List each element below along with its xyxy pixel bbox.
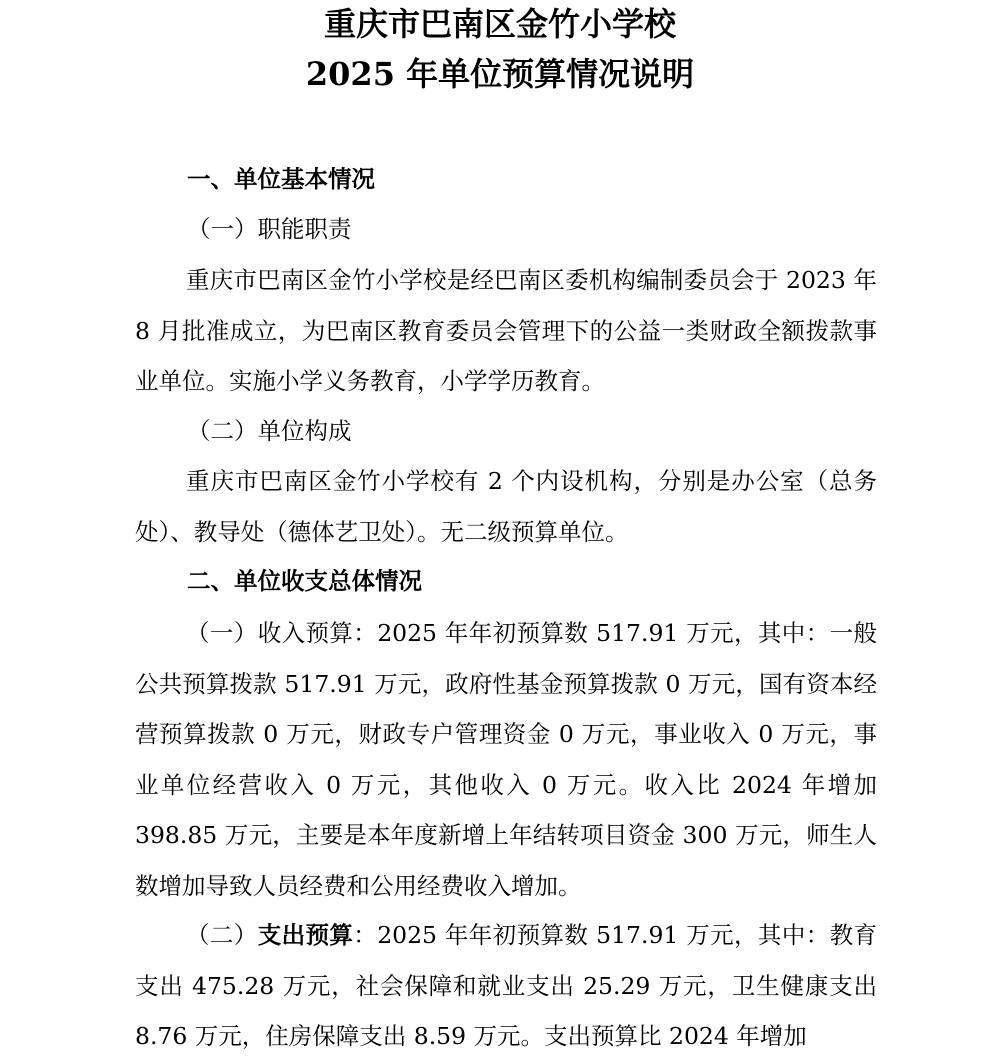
section2-heading: 二、单位收支总体情况	[187, 567, 422, 595]
section1-sub1-paragraph: 重庆市巴南区金竹小学校是经巴南区委机构编制委员会于 2023 年 8 月批准成立，为巴南区教育委员会管理下的公益一类财政全额拨款事业单位。实施小学义务教育，小学学历教育。	[135, 266, 877, 395]
section1-sub1-heading: （一）职能职责	[187, 215, 352, 243]
income-text: 2025 年年初预算数 517.91 万元，其中：一般公共预算拨款 517.91 万元，政府性基金预算拨款 0 万元，国有资本经营预算拨款 0 万元，财政专户管理资金 0 万元，事业收入 0 万元，事业单位经营收入 0 万元，其他收入 0 万元。收入比 2024 年增加 398.85 万元，主要是本年度新增上年结转项目资金 300 万元，师生人数增加导致人员经费和公用经费收入增加。	[135, 619, 877, 900]
expense-text: 2025 年年初预算数 517.91 万元，其中：教育支出 475.28 万元，社会保障和就业支出 25.29 万元，卫生健康支出 8.76 万元，住房保障支出 8.59 万元。支出预算比 2024 年增加	[135, 921, 878, 1050]
document-title-line1: 重庆市巴南区金竹小学校	[323, 5, 676, 43]
section1-heading: 一、单位基本情况	[187, 165, 375, 193]
section1-sub2-heading: （二）单位构成	[187, 417, 352, 445]
expense-lead-bold: 支出预算	[257, 921, 354, 949]
section2-income-paragraph	[135, 608, 877, 911]
expense-lead-colon: ：	[353, 921, 378, 949]
section2-expense-paragraph	[135, 910, 877, 1062]
section1-sub2-paragraph: 重庆市巴南区金竹小学校有 2 个内设机构，分别是办公室（总务处）、教导处（德体艺卫处）。无二级预算单位。	[135, 467, 877, 546]
expense-lead-prefix: （二）	[186, 921, 258, 949]
document-title-line2: 2025 年单位预算情况说明	[305, 55, 695, 93]
income-lead: （一）收入预算：	[186, 619, 378, 647]
